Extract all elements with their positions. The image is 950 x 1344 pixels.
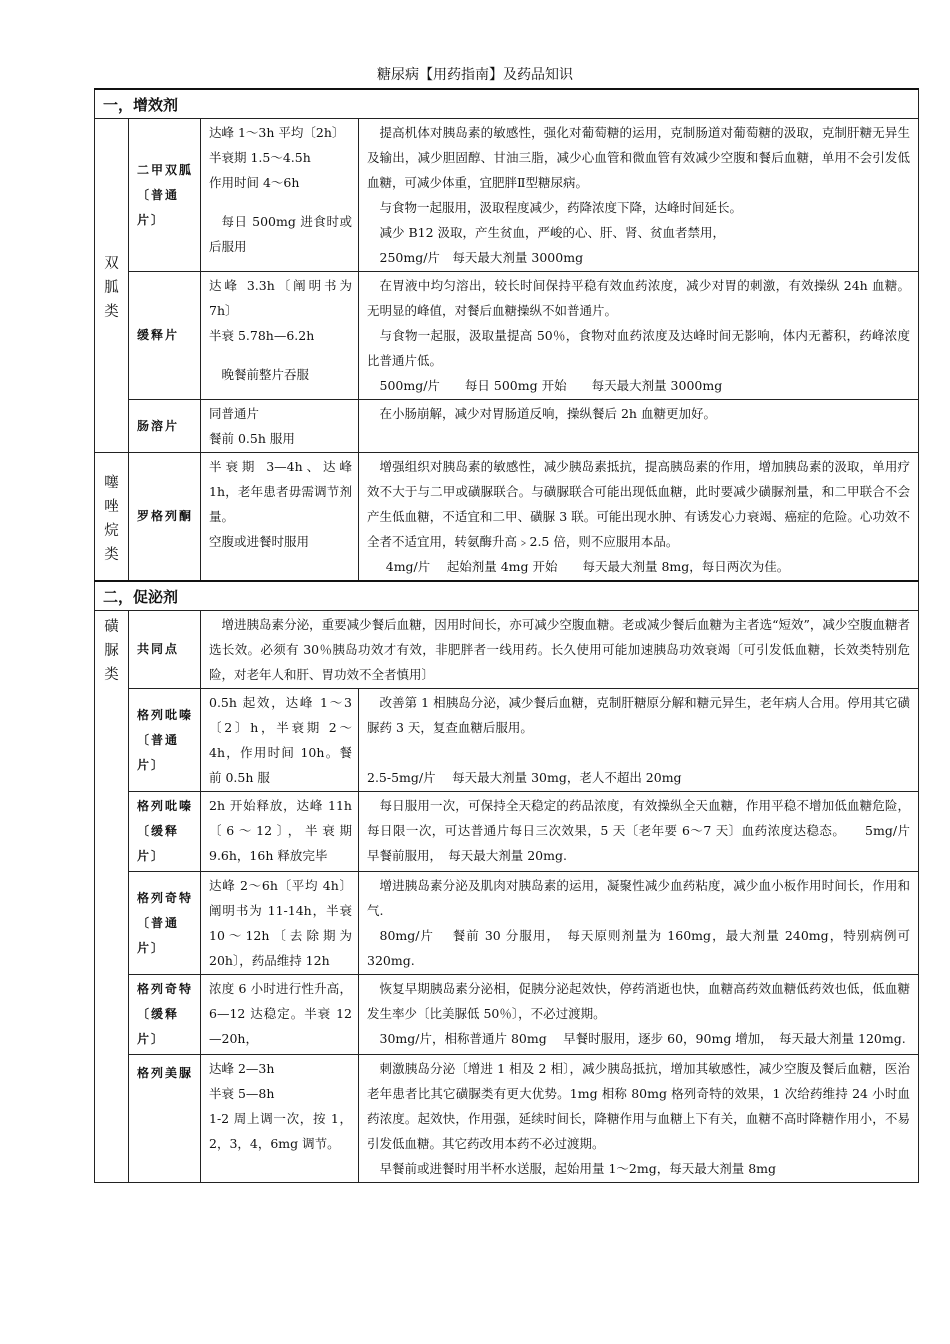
desc-paragraph: 增强组织对胰岛素的敏感性，减少胰岛素抵抗，提高胰岛素的作用，增加胰岛素的汲取，单用疗效不大于与二甲或磺脲联合。与磺脲联合可能出现低血糖，此时要减少磺脲剂量，和二甲联合不会产生低血糖，不适宜和二甲、磺脲 3 联。可能出现水肿、有诱发心力衰竭、癌症的危险。心功效不全者不适宜用，转氨酶升高﹥2.5 倍，则不应服用本品。 <box>367 459 911 549</box>
desc-paragraph: 早餐前或进餐时用半杯水送服，起始用量 1～2mg，每天最大剂量 8mg <box>379 1161 777 1176</box>
drug-name: 缓释片 <box>137 328 180 342</box>
pk-cell <box>201 872 359 975</box>
spacer <box>367 740 910 765</box>
drug-name: 罗格列酮 <box>137 509 194 523</box>
category-label: 双胍类 <box>104 255 119 320</box>
section-heading: 二，促泌剂 <box>95 581 919 611</box>
category-label: 磺脲类 <box>104 619 119 683</box>
section-header-enhancers <box>95 89 919 119</box>
description-cell <box>359 872 919 975</box>
table-row <box>95 689 919 792</box>
table-row <box>95 611 919 689</box>
drug-name: 格列奇特〔普通片〕 <box>137 890 194 955</box>
common-points-label: 共同点 <box>137 642 180 656</box>
desc-paragraph: 80mg/片 餐前 30 分服用， 每天原则剂量为 160mg，最大剂量 240mg，特别病例可 320mg. <box>367 928 911 968</box>
category-cell <box>95 453 129 582</box>
desc-paragraph: 减少 B12 汲取，产生贫血，严峻的心、肝、肾、贫血者禁用， <box>379 225 726 240</box>
description-cell <box>359 453 919 582</box>
pk-line: 0.5h 起效，达峰 1～3〔2〕h，半衰期 2～4h，作用时间 10h。餐前 0.5h 服 <box>209 695 352 785</box>
pk-line: 晚餐前整片吞服 <box>221 367 310 382</box>
drug-name-cell <box>129 872 201 975</box>
description-cell <box>359 792 927 872</box>
pk-line: 每日 500mg 进食时或后服用 <box>209 214 352 254</box>
drug-name: 肠溶片 <box>137 418 180 433</box>
description-cell <box>359 975 919 1055</box>
pk-cell <box>201 975 359 1055</box>
drug-name-cell <box>129 689 201 792</box>
pk-line: 餐前 0.5h 服用 <box>209 431 295 446</box>
table-row <box>95 975 919 1055</box>
desc-paragraph: 500mg/片 每日 500mg 开始 每天最大剂量 3000mg <box>379 378 723 393</box>
document-title: 糖尿病【用药指南】及药品知识 <box>377 67 573 83</box>
desc-paragraph: 恢复早期胰岛素分泌相，促胰分泌起效快，停药消逝也快，血糖高药效血糖低药效也低，低血糖发生率少〔比美脲低 50％〕，不必过渡期。 <box>367 981 911 1021</box>
pk-cell <box>201 453 359 582</box>
drug-name-cell <box>129 1055 201 1183</box>
drug-name-cell <box>129 611 201 689</box>
pk-line: 空腹或进餐时服用 <box>209 534 310 549</box>
pk-cell <box>201 119 359 272</box>
pk-line: 半衰期 3—4h、达峰 1h，老年患者毋需调节剂量。 <box>209 459 352 524</box>
pk-line: 达峰 2～6h〔平均 4h〕阐明书为 11-14h，半衰 10～12h〔去除期为 20h〕，药品维持 12h <box>209 878 352 968</box>
pk-line: 同普通片 <box>209 406 260 421</box>
common-points-cell <box>201 611 919 689</box>
section-heading: 一，增效剂 <box>95 89 919 119</box>
description-cell <box>359 689 919 792</box>
drug-name: 格列奇特〔缓释片〕 <box>137 982 194 1046</box>
desc-paragraph: 2.5-5mg/片 每天最大剂量 30mg，老人不超出 20mg <box>367 770 682 785</box>
pk-line: 达峰 1～3h 平均〔2h〕 <box>209 125 345 140</box>
pk-line: 达峰 3.3h〔阐明书为 7h〕 <box>209 278 352 318</box>
desc-paragraph: 改善第 1 相胰岛分泌，减少餐后血糖，克制肝糖原分解和糖元异生，老年病人合用。停用其它磺脲药 3 天，复查血糖后服用。 <box>367 695 911 735</box>
table-row <box>95 272 919 400</box>
pk-cell <box>201 272 359 400</box>
drug-name-cell <box>129 975 201 1055</box>
section-header-secretagogues <box>95 581 919 611</box>
pk-line: 1-2 周上调一次，按 1，2，3，4，6mg 调节。 <box>209 1111 352 1151</box>
table-row <box>95 119 919 272</box>
table-row <box>95 872 919 975</box>
desc-paragraph: 与食物一起服用，汲取程度减少，药降浓度下降，达峰时间延长。 <box>379 200 743 215</box>
pk-cell <box>201 792 359 872</box>
description-cell <box>359 272 919 400</box>
spacer <box>209 195 352 209</box>
desc-paragraph: 250mg/片 每天最大剂量 3000mg <box>379 250 584 265</box>
description-cell <box>359 119 919 272</box>
pk-cell <box>201 400 359 453</box>
drug-name: 格列美脲 <box>137 1066 194 1080</box>
desc-paragraph: 在小肠崩解，减少对胃肠道反响，操纵餐后 2h 血糖更加好。 <box>379 406 716 421</box>
desc-paragraph: 在胃液中均匀溶出，较长时间保持平稳有效血药浓度，减少对胃的刺激，有效操纵 24h 血糖。无明显的峰值，对餐后血糖操纵不如普通片。 <box>367 278 911 318</box>
pk-line: 作用时间 4～6h <box>209 175 300 190</box>
spacer <box>209 348 352 362</box>
common-points-text: 增进胰岛素分泌，重要减少餐后血糖，因用时间长，亦可减少空腹血糖。老或减少餐后血糖为主者选“短效”，减少空腹血糖者选长效。必须有 30％胰岛功效才有效，非肥胖者一线用药。长久使用可能加速胰岛功效衰竭〔可引发低血糖，长效类特别危险，对老年人和肝、胃功效不全者慎用〕 <box>209 617 911 682</box>
drug-name-cell <box>129 119 201 272</box>
drug-name-cell <box>129 792 201 872</box>
pk-line: 浓度 6 小时进行性升高，6—12 达稳定。半衰 12—20h， <box>209 981 352 1046</box>
drug-name: 格列吡嗪〔普通片〕 <box>137 707 194 772</box>
pk-cell <box>201 1055 359 1183</box>
description-cell <box>359 1055 919 1183</box>
desc-paragraph: 提高机体对胰岛素的敏感性，强化对葡萄糖的运用，克制肠道对葡萄糖的汲取，克制肝糖无异生及输出，减少胆固醇、甘油三脂，减少心血管和微血管有效减少空腹和餐后血糖，单用不会引发低血糖，可减少体重，宜肥胖Ⅱ型糖尿病。 <box>367 125 911 190</box>
table-row <box>95 1055 919 1183</box>
drug-name-cell <box>129 400 201 453</box>
pk-line: 半衰期 1.5～4.5h <box>209 150 311 165</box>
table-row <box>95 792 919 872</box>
drug-name-cell <box>129 272 201 400</box>
drug-name: 格列吡嗪〔缓释片〕 <box>137 799 194 863</box>
description-cell <box>359 400 919 453</box>
desc-paragraph: 30mg/片，相称普通片 80mg 早餐时服用，逐步 60，90mg 增加， 每天最大剂量 120mg. <box>379 1031 906 1046</box>
desc-paragraph: 每日服用一次，可保持全天稳定的药品浓度，有效操纵全天血糖，作用平稳不增加低血糖危险，每日限一次，可达普通片每日三次效果，5 天〔老年要 6～7 天〕血药浓度达稳态。 5mg/片 早餐前服用， 每天最大剂量 20mg. <box>367 798 927 863</box>
category-cell <box>95 611 129 1183</box>
drug-name: 二甲双胍〔普通片〕 <box>137 162 194 227</box>
desc-paragraph: 刺激胰岛分泌〔增进 1 相及 2 相〕，减少胰岛抵抗，增加其敏感性，减少空腹及餐后血糖，医治老年患者比其它磺脲类有更大优势。1mg 相称 80mg 格列奇特的效果，1 次给药维持 24 小时血药浓度。起效快，作用强，延续时间长，降糖作用与血糖上下有关，血糖不高时降糖作用小，不易引发低血糖。其它药改用本药不必过渡期。 <box>367 1061 911 1151</box>
desc-paragraph: 增进胰岛素分泌及肌肉对胰岛素的运用，凝聚性减少血药粘度，减少血小板作用时间长，作用和气. <box>367 878 911 918</box>
pk-line: 半衰 5.78h—6.2h <box>209 328 315 343</box>
pk-line: 达峰 2—3h <box>209 1061 275 1076</box>
pk-cell <box>201 689 359 792</box>
category-cell <box>95 119 129 453</box>
desc-paragraph: 与食物一起服，汲取量提高 50％，食物对血药浓度及达峰时间无影响，体内无蓄积，药峰浓度比普通片低。 <box>367 328 911 368</box>
drug-name-cell <box>129 453 201 582</box>
table-row <box>95 453 919 582</box>
category-label: 噻唑烷类 <box>104 474 119 563</box>
drug-guide-table <box>94 88 927 1183</box>
pk-line: 2h 开始释放，达峰 11h〔6～12〕，半衰期 9.6h，16h 释放完毕 <box>209 798 352 863</box>
desc-paragraph: 4mg/片 起始剂量 4mg 开始 每天最大剂量 8mg，每日两次为佳。 <box>385 559 790 574</box>
table-row <box>95 400 919 453</box>
pk-line: 半衰 5—8h <box>209 1086 275 1101</box>
